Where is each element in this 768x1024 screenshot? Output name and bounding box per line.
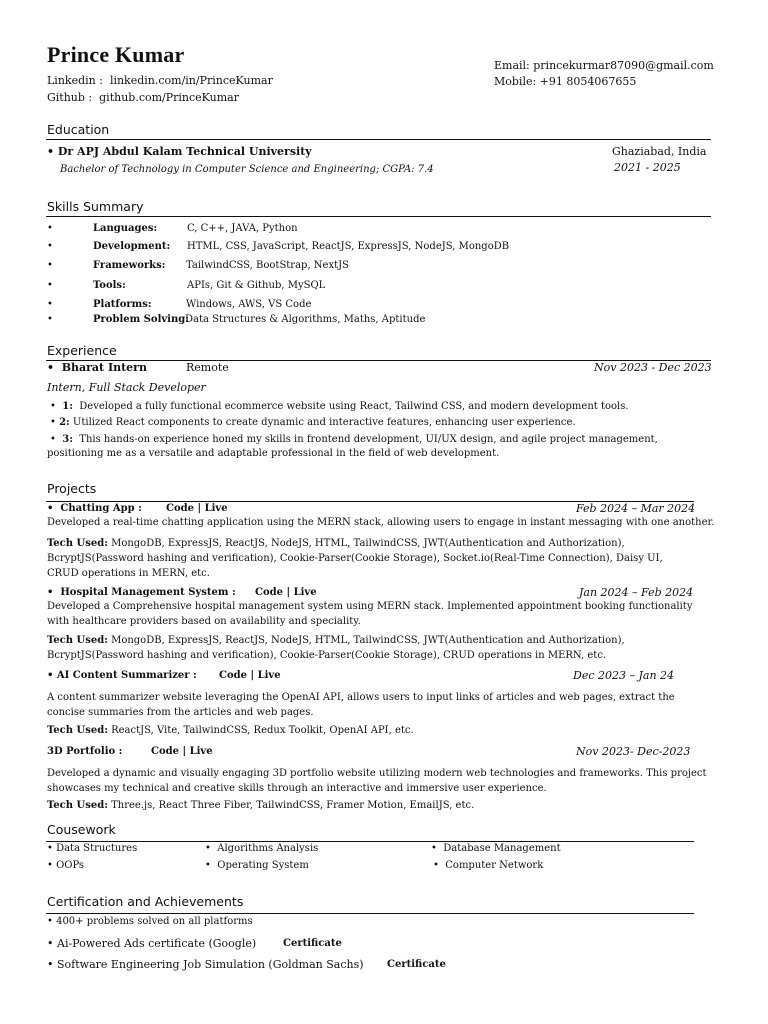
experience-mode: Remote bbox=[186, 361, 229, 374]
skill-value: Data Structures & Algorithms, Maths, Aptitude bbox=[185, 314, 426, 325]
achievement-item: • Ai-Powered Ads certificate (Google) bbox=[47, 937, 257, 950]
education-degree: Bachelor of Technology in Computer Science and Engineering; CGPA: 7.4 bbox=[60, 164, 434, 175]
skill-label: Frameworks: bbox=[93, 260, 166, 271]
project-links[interactable]: Code | Live bbox=[219, 670, 281, 681]
experience-point: • 3: This hands-on experience honed my skills in frontend development, UI/UX design, and agile project management, bbox=[50, 434, 658, 445]
achievement-item: • 400+ problems solved on all platforms bbox=[47, 916, 253, 927]
skill-bullet: • bbox=[47, 241, 53, 252]
skill-bullet: • bbox=[47, 299, 53, 310]
certifications-heading: Certification and Achievements bbox=[47, 894, 244, 909]
candidate-name: Prince Kumar bbox=[47, 42, 185, 67]
skill-bullet: • bbox=[47, 223, 53, 234]
mobile-text: Mobile: +91 8054067655 bbox=[494, 75, 637, 88]
project-tech: Tech Used: ReactJS, Vite, TailwindCSS, Redux Toolkit, OpenAI API, etc. bbox=[47, 725, 414, 736]
project-title: • Chatting App : bbox=[47, 503, 142, 514]
github-link[interactable]: github.com/PrinceKumar bbox=[99, 91, 239, 104]
achievement-item: • Software Engineering Job Simulation (Goldman Sachs) bbox=[47, 958, 364, 971]
projects-heading: Projects bbox=[47, 481, 97, 496]
linkedin-row bbox=[47, 74, 273, 87]
project-title: • Hospital Management System : bbox=[47, 587, 236, 598]
project-links[interactable]: Code | Live bbox=[151, 746, 213, 757]
skill-value: Windows, AWS, VS Code bbox=[186, 299, 312, 310]
skills-heading: Skills Summary bbox=[47, 199, 144, 214]
project-links[interactable]: Code | Live bbox=[166, 503, 228, 514]
certificate-link[interactable]: Certificate bbox=[283, 938, 342, 949]
skill-bullet: • bbox=[47, 280, 53, 291]
skill-value: C, C++, JAVA, Python bbox=[187, 223, 298, 234]
experience-point: • 2: Utilized React components to create dynamic and interactive features, enhancing user experience. bbox=[50, 417, 576, 428]
experience-point-continued: positioning me as a versatile and adaptable professional in the field of web development. bbox=[47, 448, 500, 459]
project-tech: Tech Used: MongoDB, ExpressJS, ReactJS, NodeJS, HTML, TailwindCSS, JWT(Authentication and Authorization), BcryptJS(Password hashing and verification), Cookie-Parser(Cookie Storage), Socket.io(Real-Time Connection), Daisy UI, CRUD operations in MERN, etc. bbox=[47, 538, 663, 579]
skill-label: Platforms: bbox=[93, 299, 152, 310]
skill-value: TailwindCSS, BootStrap, NextJS bbox=[186, 260, 349, 271]
course-item: • OOPs bbox=[47, 860, 85, 871]
education-school: • Dr APJ Abdul Kalam Technical University bbox=[47, 145, 312, 158]
project-dates: Jan 2024 – Feb 2024 bbox=[579, 586, 694, 599]
project-dates: Nov 2023- Dec-2023 bbox=[576, 745, 691, 758]
linkedin-link[interactable]: linkedin.com/in/PrinceKumar bbox=[109, 74, 273, 87]
linkedin-label: Linkedin : bbox=[47, 74, 103, 87]
education-divider bbox=[46, 139, 711, 140]
experience-role: Intern, Full Stack Developer bbox=[47, 381, 206, 394]
experience-point: • 1: Developed a fully functional ecommerce website using React, Tailwind CSS, and modern development tools. bbox=[50, 401, 629, 412]
project-description: Developed a dynamic and visually engaging 3D portfolio website utilizing modern web technologies and frameworks. This project showcases my technical and creative skills through an interactive and immersive user experience. bbox=[47, 768, 707, 794]
education-heading: Education bbox=[47, 122, 110, 137]
project-title: • AI Content Summarizer : bbox=[47, 670, 197, 681]
project-description: Developed a real-time chatting application using the MERN stack, allowing users to engage in instant messaging with one another. bbox=[47, 517, 715, 528]
skills-divider bbox=[46, 216, 711, 217]
skill-bullet: • bbox=[47, 260, 53, 271]
course-item: • Operating System bbox=[205, 860, 309, 871]
skill-label: Languages: bbox=[93, 223, 158, 234]
coursework-divider bbox=[46, 841, 694, 842]
project-tech: Tech Used: MongoDB, ExpressJS, ReactJS, NodeJS, HTML, TailwindCSS, JWT(Authentication and Authorization), BcryptJS(Password hashing and verification), Cookie-Parser(Cookie Storage), CRUD operations in MERN, etc. bbox=[47, 635, 625, 661]
certifications-divider bbox=[46, 913, 694, 914]
course-item: • Computer Network bbox=[433, 860, 544, 871]
course-item: • Data Structures bbox=[47, 843, 138, 854]
experience-dates: Nov 2023 - Dec 2023 bbox=[594, 361, 712, 374]
experience-company: • Bharat Intern bbox=[47, 361, 147, 374]
skill-bullet: • bbox=[47, 314, 53, 325]
skill-value: HTML, CSS, JavaScript, ReactJS, ExpressJS, NodeJS, MongoDB bbox=[187, 241, 510, 252]
project-description: A content summarizer website leveraging the OpenAI API, allows users to input links of articles and web pages, extract the concise summaries from the articles and web pages. bbox=[47, 692, 675, 718]
experience-heading: Experience bbox=[47, 343, 117, 358]
certificate-link[interactable]: Certificate bbox=[387, 959, 446, 970]
github-row bbox=[47, 91, 239, 104]
course-item: • Database Management bbox=[431, 843, 561, 854]
skill-label: Tools: bbox=[93, 280, 126, 291]
education-dates: 2021 - 2025 bbox=[614, 161, 681, 174]
course-item: • Algorithms Analysis bbox=[205, 843, 319, 854]
coursework-heading: Cousework bbox=[47, 822, 116, 837]
project-tech: Tech Used: Three.js, React Three Fiber, TailwindCSS, Framer Motion, EmailJS, etc. bbox=[47, 800, 475, 811]
email-text[interactable]: Email: princekurmar87090@gmail.com bbox=[494, 59, 714, 72]
skill-label: Problem Solving: bbox=[93, 314, 189, 325]
github-label: Github : bbox=[47, 91, 93, 104]
education-location: Ghaziabad, India bbox=[612, 145, 707, 158]
project-title: 3D Portfolio : bbox=[47, 746, 123, 757]
project-description: Developed a Comprehensive hospital management system using MERN stack. Implemented appointment booking functionality with healthcare providers based on availability and speciality. bbox=[47, 601, 693, 627]
project-dates: Dec 2023 – Jan 24 bbox=[573, 669, 675, 682]
project-links[interactable]: Code | Live bbox=[255, 587, 317, 598]
skill-value: APIs, Git & Github, MySQL bbox=[187, 280, 326, 291]
project-dates: Feb 2024 – Mar 2024 bbox=[576, 502, 696, 515]
skill-label: Development: bbox=[93, 241, 171, 252]
